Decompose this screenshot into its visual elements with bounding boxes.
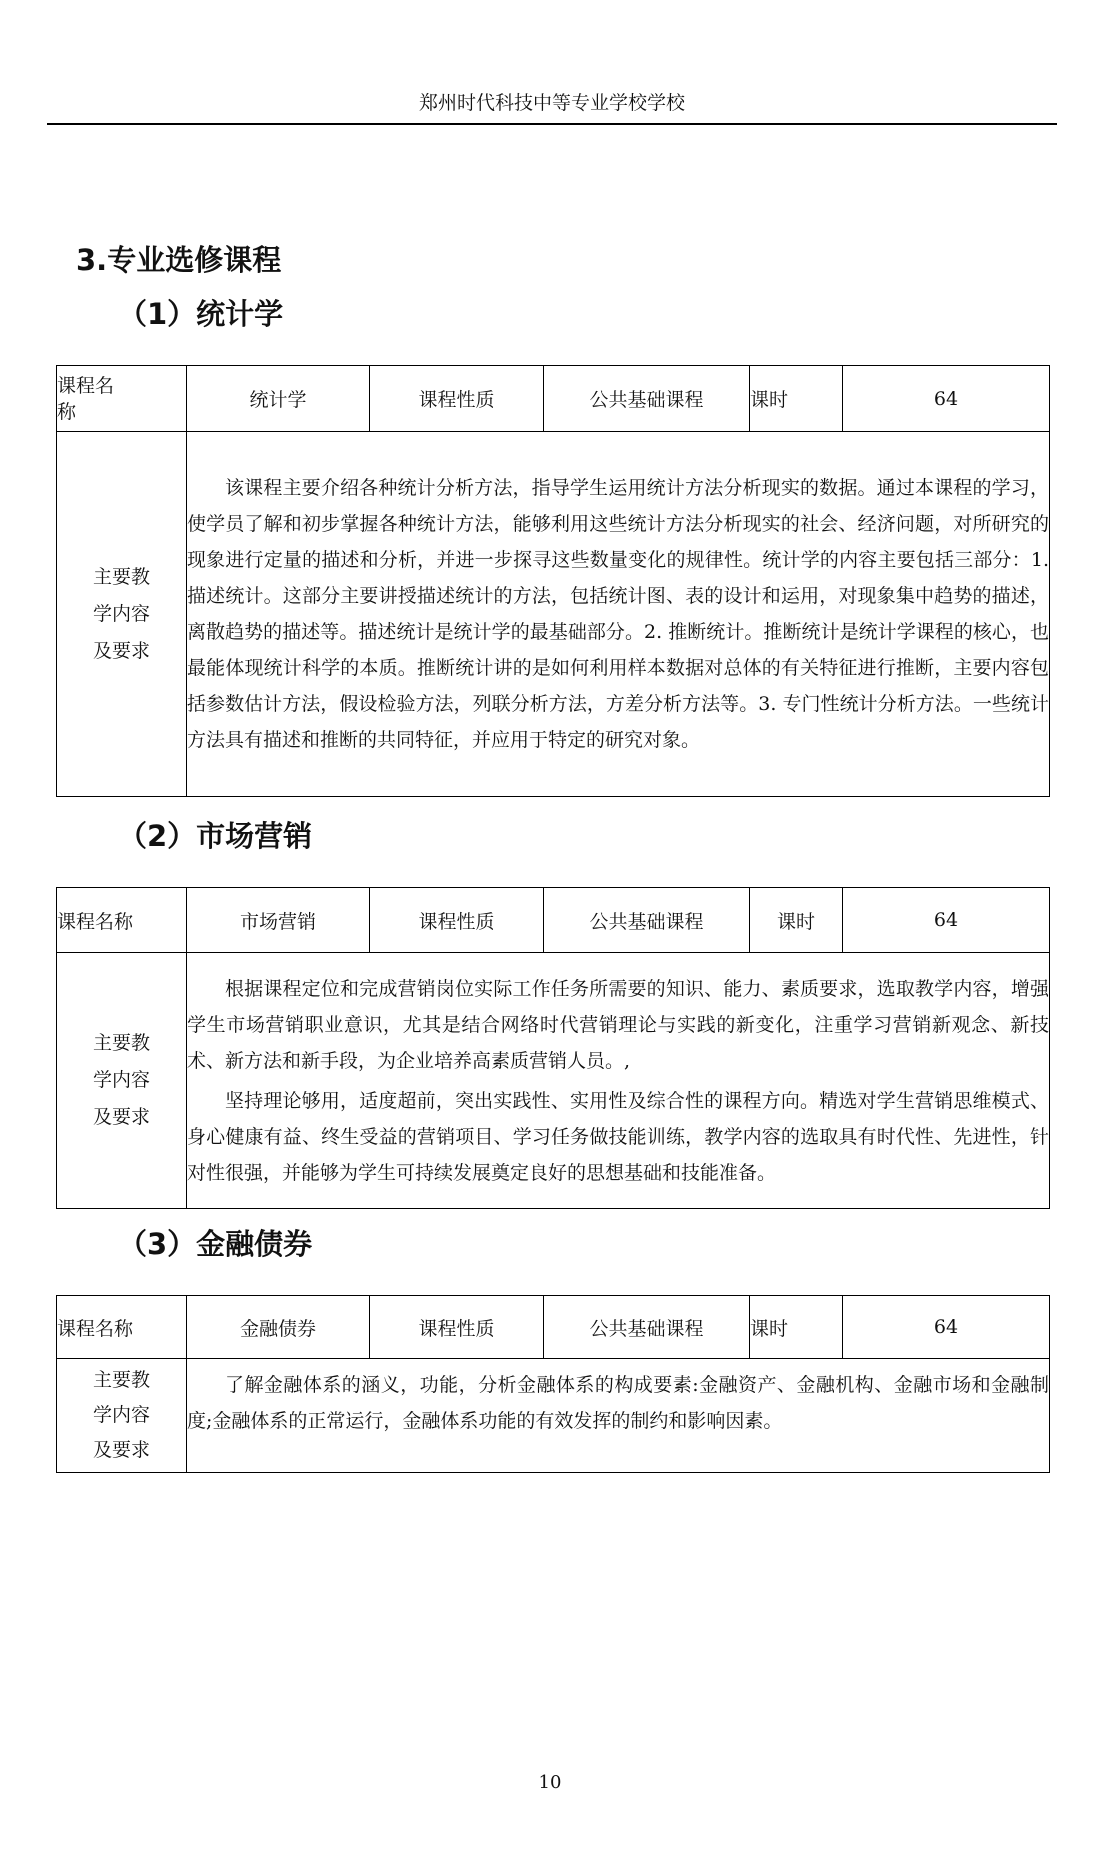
course-nature-label: 课程性质 <box>370 366 544 432</box>
page-number: 10 <box>538 1772 562 1793</box>
course-nature-label: 课程性质 <box>370 888 544 953</box>
course-3-content <box>187 1359 1050 1473</box>
course-1-table <box>56 365 1050 797</box>
course-nature-value: 公共基础课程 <box>544 888 750 953</box>
course-name-label: 课程名称 <box>57 888 187 953</box>
course-3-heading: （3）金融债券 <box>118 1227 313 1261</box>
course-name-value: 统计学 <box>187 366 370 432</box>
course-hours-label: 课时 <box>750 888 843 953</box>
course-1-heading: （1）统计学 <box>118 297 284 331</box>
school-name: 郑州时代科技中等专业学校学校 <box>418 92 685 114</box>
course-name-label: 课程名 称 <box>57 366 187 432</box>
course-hours-value: 64 <box>843 366 1050 432</box>
course-2-heading: （2）市场营销 <box>118 819 313 853</box>
page-header <box>47 86 1057 125</box>
course-name-label: 课程名称 <box>57 1296 187 1359</box>
requirements-label: 主要教 学内容 及要求 <box>57 432 187 797</box>
course-3-table <box>56 1295 1050 1473</box>
course-2-content <box>187 953 1050 1209</box>
requirements-label: 主要教 学内容 及要求 <box>57 953 187 1209</box>
course-2-table <box>56 887 1050 1209</box>
content-paragraph: 根据课程定位和完成营销岗位实际工作任务所需要的知识、能力、素质要求，选取教学内容，增强学生市场营销职业意识，尤其是结合网络时代营销理论与实践的新变化，注重学习营销新观念、新技术、新方法和新手段，为企业培养高素质营销人员。, <box>187 977 1049 1072</box>
course-name-value: 金融债券 <box>187 1296 370 1359</box>
course-1-content <box>187 432 1050 797</box>
requirements-label: 主要教 学内容 及要求 <box>57 1359 187 1473</box>
content-paragraph: 该课程主要介绍各种统计分析方法，指导学生运用统计方法分析现实的数据。通过本课程的学习，使学员了解和初步掌握各种统计方法，能够利用这些统计方法分析现实的社会、经济问题，对所研究的现象进行定量的描述和分析，并进一步探寻这些数量变化的规律性。统计学的内容主要包括三部分：1. 描述统计。这部分主要讲授描述统计的方法，包括统计图、表的设计和运用，对现象集中趋势的描述，离散趋势的描述等。描述统计是统计学的最基础部分。2. 推断统计。推断统计是统计学课程的核心，也最能体现统计科学的本质。推断统计讲的是如何利用样本数据对总体的有关特征进行推断，主要内容包括参数估计方法，假设检验方法，列联分析方法，方差分析方法等。3. 专门性统计分析方法。一些统计方法具有描述和推断的共同特征，并应用于特定的研究对象。 <box>187 477 1049 751</box>
course-name-value: 市场营销 <box>187 888 370 953</box>
course-hours-value: 64 <box>843 888 1050 953</box>
course-hours-label: 课时 <box>750 366 843 432</box>
course-nature-value: 公共基础课程 <box>544 1296 750 1359</box>
course-nature-value: 公共基础课程 <box>544 366 750 432</box>
content-paragraph: 了解金融体系的涵义，功能，分析金融体系的构成要素:金融资产、金融机构、金融市场和金融制度;金融体系的正常运行，金融体系功能的有效发挥的制约和影响因素。 <box>187 1374 1049 1432</box>
course-nature-label: 课程性质 <box>370 1296 544 1359</box>
content-paragraph: 坚持理论够用，适度超前，突出实践性、实用性及综合性的课程方向。精选对学生营销思维模式、身心健康有益、终生受益的营销项目、学习任务做技能训练，教学内容的选取具有时代性、先进性，针对性很强，并能够为学生可持续发展奠定良好的思想基础和技能准备。 <box>187 1089 1049 1184</box>
course-hours-value: 64 <box>843 1296 1050 1359</box>
section-title: 3.专业选修课程 <box>76 243 282 277</box>
course-hours-label: 课时 <box>750 1296 843 1359</box>
